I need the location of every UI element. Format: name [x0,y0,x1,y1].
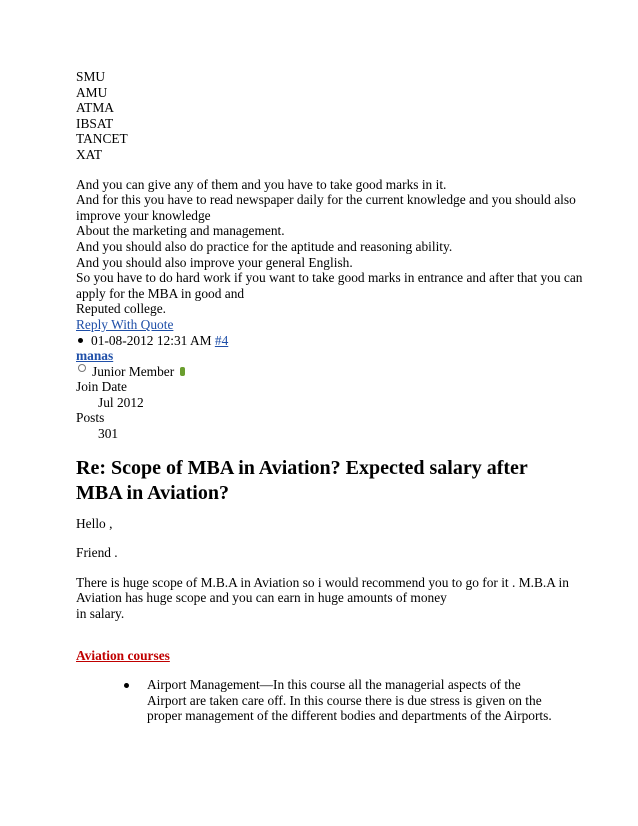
exam-item: TANCET [76,131,128,147]
advice-paragraph [76,176,583,317]
advice-line: And you should also improve your general English. [76,254,353,270]
posts-label: Posts [76,410,105,426]
body-line: Aviation has huge scope and you can earn in huge amounts of money [76,590,447,606]
advice-line: And for this you have to read newspaper daily for the current knowledge and you should also [76,192,576,208]
body-line: in salary. [76,606,125,622]
exam-item: XAT [76,146,103,162]
exam-item: ATMA [76,100,114,116]
post-title: Re: Scope of MBA in Aviation? Expected salary after MBA in Aviation? [76,456,528,504]
post-number-link[interactable]: #4 [214,332,229,348]
course-item [76,677,576,724]
body-line: There is huge scope of M.B.A in Aviation so i would recommend you to go for it . M.B.A in [76,574,569,590]
advice-line: So you have to do hard work if you want to take good marks in entrance and after that you can [76,270,583,286]
exam-item: AMU [76,84,108,100]
advice-line: And you can give any of them and you have to take good marks in it. [76,176,447,192]
join-date-label: Join Date [76,379,127,395]
bullet-icon [78,338,83,343]
online-status-icon [180,367,185,376]
post-timestamp: 01-08-2012 12:31 AM [91,332,212,348]
exam-item: IBSAT [76,115,114,131]
advice-line: improve your knowledge [76,207,211,223]
advice-line: apply for the MBA in good and [76,285,245,301]
author-rank: Junior Member [92,363,175,379]
reply-with-quote-link[interactable]: Reply With Quote [76,316,174,332]
join-date-value: Jul 2012 [98,394,144,410]
post-friend: Friend . [76,545,118,561]
author-rank-row [76,364,576,380]
bullet-icon [124,683,129,688]
posts-value: 301 [98,426,119,442]
section-title: Aviation courses [76,647,170,663]
offline-ring-icon [78,364,86,372]
advice-line: About the marketing and management. [76,223,285,239]
exam-item: SMU [76,69,106,84]
post-body [76,575,576,622]
advice-line: Reputed college. [76,301,166,317]
exam-list [76,69,576,163]
document-page [76,69,583,724]
author-name-link[interactable]: manas [76,348,114,364]
course-list [76,677,576,724]
course-text: Airport Management—In this course all the managerial aspects of the Airport are taken care off. In this course there is due stress is given on the proper management of the different bodies and departments of the Airports. [147,677,552,724]
post-greeting: Hello , [76,515,113,531]
advice-line: And you should also do practice for the aptitude and reasoning ability. [76,238,453,254]
post-meta [76,333,576,349]
